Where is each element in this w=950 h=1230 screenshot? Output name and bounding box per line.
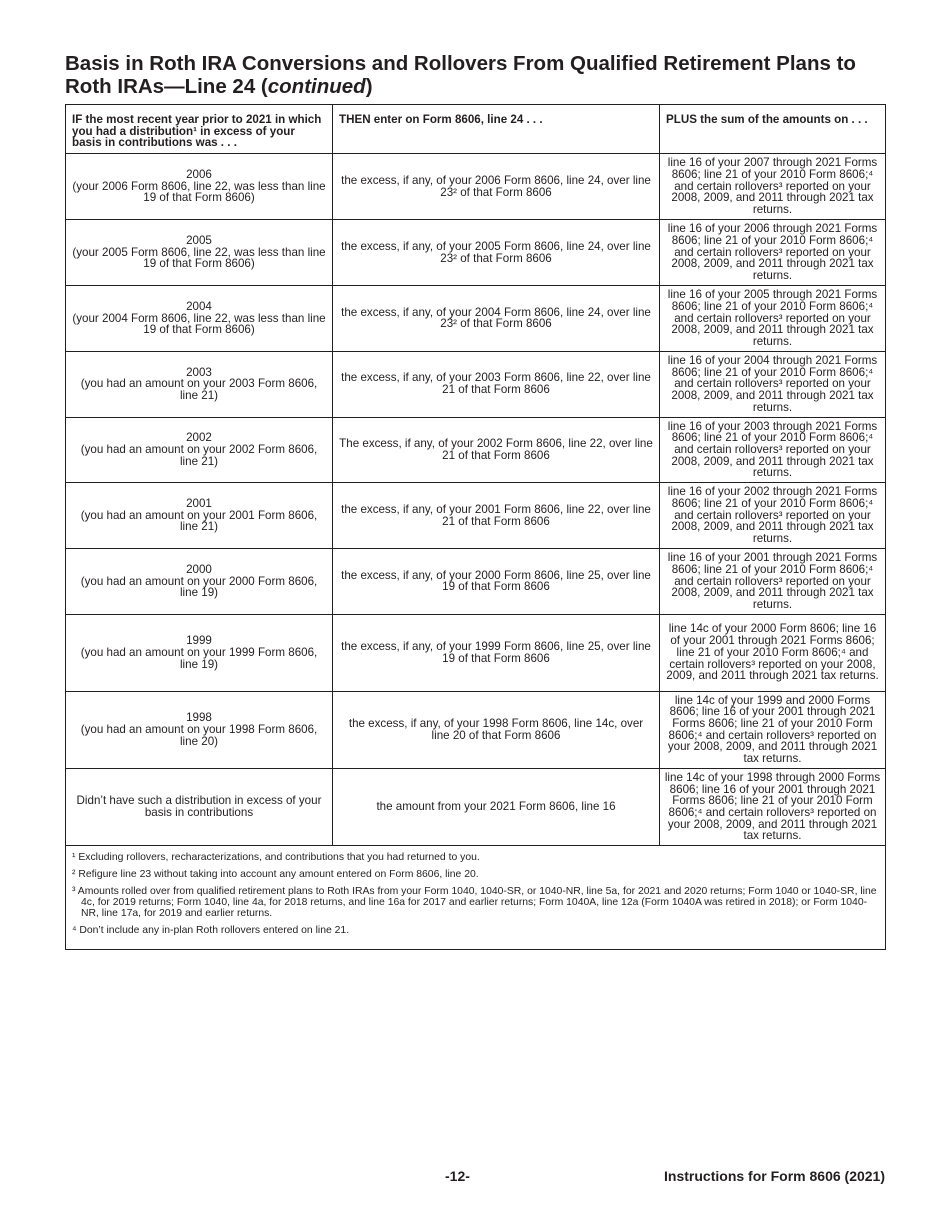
year-cell	[66, 691, 333, 768]
then-cell: the excess, if any, of your 2005 Form 8606, line 24, over line 23² of that Form 8606	[333, 220, 660, 286]
table-row	[66, 286, 886, 352]
year: 1998	[186, 711, 212, 725]
then-cell: the excess, if any, of your 1999 Form 8606, line 25, over line 19 of that Form 8606	[333, 614, 660, 691]
plus-cell: line 14c of your 1998 through 2000 Forms 8606; line 16 of your 2001 through 2021 Forms 8606; line 21 of your 2010 Form 8606;⁴ and certain rollovers³ reported on your 2008, 2009, and 2011 through 2021 tax returns.	[660, 768, 886, 845]
form-name: Instructions for Form 8606 (2021)	[664, 1168, 885, 1184]
year-cell	[66, 417, 333, 483]
plus-cell: line 14c of your 2000 Form 8606; line 16 of your 2001 through 2021 Forms 8606; line 21 of your 2010 Form 8606;⁴ and certain rollovers³ reported on your 2008, 2009, and 2011 through 2021 tax returns.	[660, 614, 886, 691]
year: 1999	[186, 634, 212, 648]
table-row	[66, 614, 886, 691]
table-row	[66, 220, 886, 286]
year-cell	[66, 154, 333, 220]
plus-cell: line 16 of your 2005 through 2021 Forms 8606; line 21 of your 2010 Form 8606;⁴ and certain rollovers³ reported on your 2008, 2009, and 2011 through 2021 tax returns.	[660, 286, 886, 352]
footnote-3: ³ Amounts rolled over from qualified retirement plans to Roth IRAs from your Form 1040, 1040-SR, or 1040-NR, line 5a, for 2021 and 2020 returns; Form 1040 or 1040-SR, line 4c, for 2019 returns; Form 1040, line 4a, for 2018 returns, and line 16a for 2017 and earlier returns; Form 1040A, line 12a (Form 1040A was retired in 2018); or Form 1040-NR, line 17a, for 2019 and earlier returns.	[72, 886, 877, 920]
table-row	[66, 154, 886, 220]
plus-cell: line 16 of your 2006 through 2021 Forms 8606; line 21 of your 2010 Form 8606;⁴ and certain rollovers³ reported on your 2008, 2009, and 2011 through 2021 tax returns.	[660, 220, 886, 286]
then-cell: the excess, if any, of your 2001 Form 8606, line 22, over line 21 of that Form 8606	[333, 483, 660, 549]
then-cell: the excess, if any, of your 2003 Form 8606, line 22, over line 21 of that Form 8606	[333, 351, 660, 417]
year: 2006	[186, 168, 212, 182]
table-row	[66, 351, 886, 417]
footnote-2: ² Refigure line 23 without taking into account any amount entered on Form 8606, line 20.	[72, 869, 479, 881]
footnote-1: ¹ Excluding rollovers, recharacterizations, and contributions that you had returned to you.	[72, 852, 480, 864]
header-plus: PLUS the sum of the amounts on . . .	[660, 105, 886, 154]
year-cell	[66, 351, 333, 417]
title-continued: continued	[267, 75, 366, 98]
year-note: (you had an amount on your 2002 Form 8606, line 21)	[80, 443, 318, 468]
table-row	[66, 691, 886, 768]
plus-cell: line 14c of your 1999 and 2000 Forms 8606; line 16 of your 2001 through 2021 Forms 8606; line 21 of your 2010 Form 8606;⁴ and certain rollovers³ reported on your 2008, 2009, and 2011 through 2021 tax returns.	[660, 691, 886, 768]
header-if: IF the most recent year prior to 2021 in which you had a distribution¹ in excess of your basis in contributions was . . .	[66, 105, 333, 154]
footnotes	[66, 846, 886, 950]
then-cell: The excess, if any, of your 2002 Form 8606, line 22, over line 21 of that Form 8606	[333, 417, 660, 483]
title-close: )	[365, 75, 373, 98]
year-note: (you had an amount on your 1999 Form 8606, line 19)	[80, 645, 318, 671]
year-note: Didn’t have such a distribution in excess of your basis in contributions	[76, 794, 322, 819]
table-row	[66, 483, 886, 549]
year: 2003	[186, 365, 212, 379]
year-cell	[66, 768, 333, 845]
header-then: THEN enter on Form 8606, line 24 . . .	[333, 105, 660, 154]
year-note: (you had an amount on your 1998 Form 8606, line 20)	[80, 722, 318, 748]
plus-cell: line 16 of your 2007 through 2021 Forms 8606; line 21 of your 2010 Form 8606;⁴ and certain rollovers³ reported on your 2008, 2009, and 2011 through 2021 tax returns.	[660, 154, 886, 220]
year: 2004	[186, 299, 212, 313]
year-note: (you had an amount on your 2001 Form 8606, line 21)	[80, 508, 318, 534]
year-cell	[66, 614, 333, 691]
year-cell	[66, 483, 333, 549]
then-cell: the excess, if any, of your 2006 Form 8606, line 24, over line 23² of that Form 8606	[333, 154, 660, 220]
then-cell: the excess, if any, of your 2004 Form 8606, line 24, over line 23² of that Form 8606	[333, 286, 660, 352]
plus-cell: line 16 of your 2001 through 2021 Forms 8606; line 21 of your 2010 Form 8606;⁴ and certain rollovers³ reported on your 2008, 2009, and 2011 through 2021 tax returns.	[660, 549, 886, 615]
footnotes-row	[66, 846, 886, 950]
year-cell	[66, 220, 333, 286]
table-row	[66, 768, 886, 845]
page-number: -12-	[445, 1168, 470, 1184]
year: 2000	[186, 562, 212, 576]
table-header-row	[66, 105, 886, 154]
year-cell	[66, 286, 333, 352]
plus-cell: line 16 of your 2004 through 2021 Forms 8606; line 21 of your 2010 Form 8606;⁴ and certain rollovers³ reported on your 2008, 2009, and 2011 through 2021 tax returns.	[660, 351, 886, 417]
year-note: (you had an amount on your 2000 Form 8606, line 19)	[80, 574, 318, 600]
year: 2002	[186, 431, 212, 445]
year-note: (you had an amount on your 2003 Form 8606, line 21)	[80, 377, 318, 402]
year-cell	[66, 549, 333, 615]
table-row	[66, 549, 886, 615]
plus-cell: line 16 of your 2003 through 2021 Forms 8606; line 21 of your 2010 Form 8606;⁴ and certain rollovers³ reported on your 2008, 2009, and 2011 through 2021 tax returns.	[660, 417, 886, 483]
then-cell: the amount from your 2021 Form 8606, line 16	[333, 768, 660, 845]
plus-cell: line 16 of your 2002 through 2021 Forms 8606; line 21 of your 2010 Form 8606;⁴ and certain rollovers³ reported on your 2008, 2009, and 2011 through 2021 tax returns.	[660, 483, 886, 549]
table-row	[66, 417, 886, 483]
basis-table	[65, 104, 886, 950]
then-cell: the excess, if any, of your 2000 Form 8606, line 25, over line 19 of that Form 8606	[333, 549, 660, 615]
footnote-4: ⁴ Don’t include any in-plan Roth rollovers entered on line 21.	[72, 925, 350, 937]
page-title	[65, 52, 885, 98]
year-note: (your 2004 Form 8606, line 22, was less than line 19 of that Form 8606)	[72, 311, 326, 337]
year-note: (your 2005 Form 8606, line 22, was less than line 19 of that Form 8606)	[72, 245, 326, 271]
year-note: (your 2006 Form 8606, line 22, was less than line 19 of that Form 8606)	[72, 179, 326, 205]
title-main: Basis in Roth IRA Conversions and Rollovers From Qualified Retirement Plans to Roth IRAs—Line 24 (	[65, 52, 856, 98]
then-cell: the excess, if any, of your 1998 Form 8606, line 14c, over line 20 of that Form 8606	[333, 691, 660, 768]
year: 2001	[186, 497, 212, 511]
year: 2005	[186, 234, 212, 248]
